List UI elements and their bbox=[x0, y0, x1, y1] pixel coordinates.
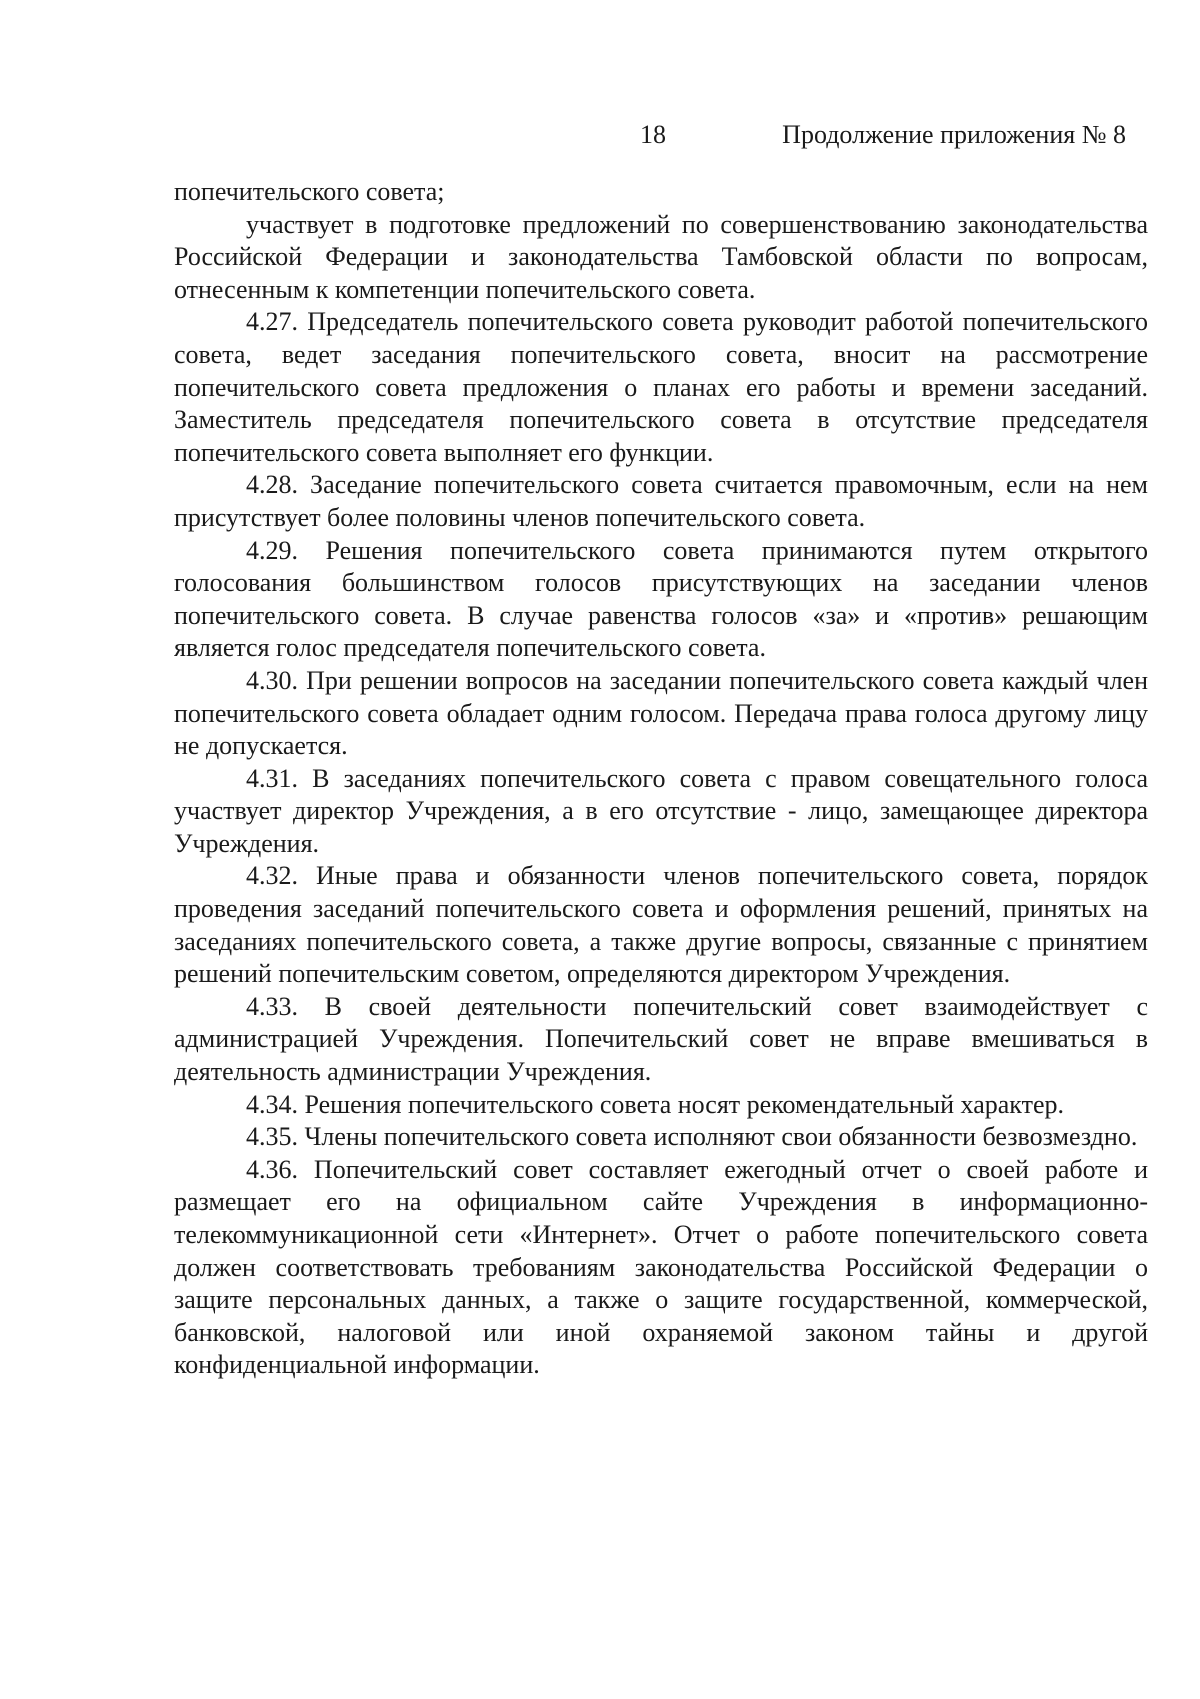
paragraph-4-35: 4.35. Члены попечительского совета исполняют свои обязанности безвозмездно. bbox=[246, 1122, 1138, 1152]
paragraph-4-30: 4.30. При решении вопросов на заседании попечительского совета каждый член попечительского совета обладает одним голосом. Передача права голоса другому лицу не допускается. bbox=[174, 665, 1148, 761]
paragraph-continued: попечительского совета; bbox=[174, 177, 445, 206]
paragraph-legislation-proposals: участвует в подготовке предложений по совершенствованию законодательства Российской Федерации и законодательства Тамбовской области по вопросам, отнесенным к компетенции попечительского совета. bbox=[174, 209, 1148, 304]
page-header bbox=[0, 118, 1200, 152]
paragraph-4-29: 4.29. Решения попечительского совета принимаются путем открытого голосования большинством голосов присутствующих на заседании членов попечительского совета. В случае равенства голосов «за» и «против» решающим является голос председателя попечительского совета. bbox=[174, 535, 1148, 663]
paragraph-4-33: 4.33. В своей деятельности попечительский совет взаимодействует с администрацией Учреждения. Попечительский совет не вправе вмешиваться в деятельность администрации Учреждения. bbox=[174, 991, 1148, 1087]
paragraph-4-27: 4.27. Председатель попечительского совета руководит работой попечительского совета, ведет заседания попечительского совета, вносит на рассмотрение попечительского совета предложения о планах его работы и времени заседаний. Заместитель председателя попечительского совета в отсутствие председателя попечительского совета выполняет его функции. bbox=[174, 307, 1148, 467]
paragraph-4-31: 4.31. В заседаниях попечительского совета с правом совещательного голоса участвует директор Учреждения, а в его отсутствие - лицо, замещающее директора Учреждения. bbox=[174, 763, 1148, 858]
paragraph-4-34: 4.34. Решения попечительского совета носят рекомендательный характер. bbox=[246, 1089, 1064, 1119]
paragraph-4-28: 4.28. Заседание попечительского совета считается правомочным, если на нем присутствует более половины членов попечительского совета. bbox=[174, 470, 1148, 532]
page-number: 18 bbox=[640, 120, 666, 149]
paragraph-4-32: 4.32. Иные права и обязанности членов попечительского совета, порядок проведения заседаний попечительского совета и оформления решений, принятых на заседаниях попечительского совета, а также другие вопросы, связанные с принятием решений попечительским советом, определяются директором Учреждения. bbox=[174, 861, 1148, 989]
paragraph-4-36: 4.36. Попечительский совет составляет ежегодный отчет о своей работе и размещает его на официальном сайте Учреждения в информационно-телекоммуникационной сети «Интернет». Отчет о работе попечительского совета должен соответствовать требованиям законодательства Российской Федерации о защите персональных данных, а также о защите государственной, коммерческой, банковской, налоговой или иной охраняемой законом тайны и другой конфиденциальной информации. bbox=[174, 1154, 1148, 1380]
document-body bbox=[174, 176, 1148, 1382]
appendix-continuation-label: Продолжение приложения № 8 bbox=[782, 120, 1126, 149]
